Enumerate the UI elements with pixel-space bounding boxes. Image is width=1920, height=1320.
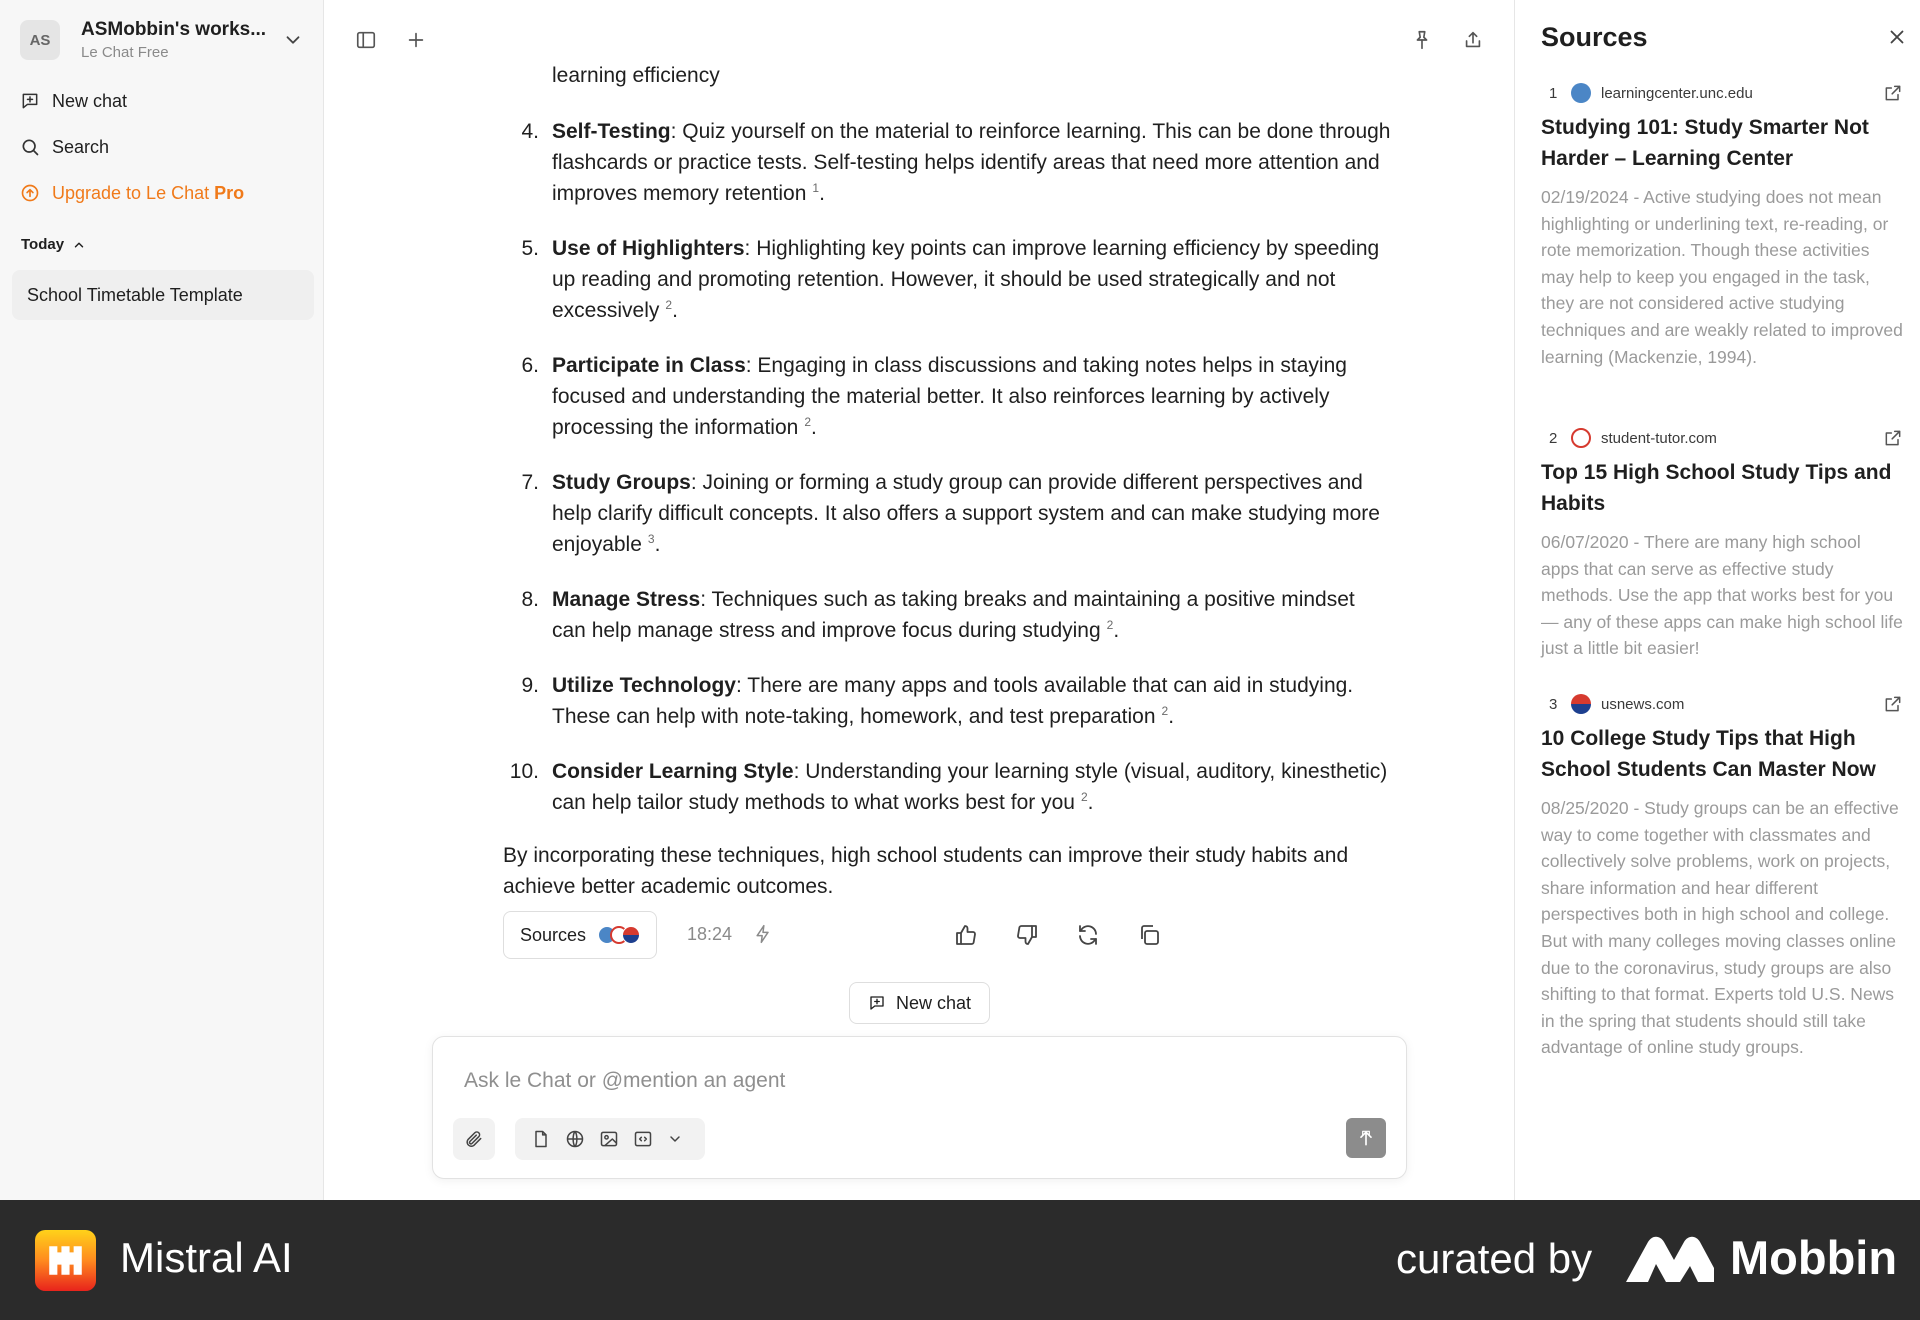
source-index: 2 — [1549, 429, 1558, 447]
new-chat-icon — [20, 91, 40, 111]
upgrade-arrow-icon — [20, 183, 40, 203]
pin-button[interactable] — [1406, 24, 1438, 56]
source-favicon-icon — [1571, 83, 1591, 103]
message-actions — [503, 911, 1393, 959]
globe-icon[interactable] — [565, 1129, 585, 1149]
assistant-message — [503, 50, 1393, 910]
source-favicon-icon — [1571, 428, 1591, 448]
message-timestamp: 18:24 — [687, 924, 733, 944]
lightning-icon — [753, 924, 773, 944]
curated-by-text: curated by — [1396, 1235, 1593, 1282]
citation-marker[interactable]: 2 — [665, 298, 673, 312]
citation-marker[interactable]: 3 — [647, 532, 655, 546]
pin-icon — [1411, 29, 1433, 51]
source-card[interactable] — [1541, 425, 1903, 662]
send-button[interactable] — [1346, 1118, 1386, 1158]
new-chat-nav-item[interactable] — [20, 86, 127, 116]
clipped-text-line: learning efficiency — [552, 64, 720, 87]
composer-input[interactable]: Ask le Chat or @mention an agent — [464, 1069, 786, 1092]
attribution-banner — [0, 1200, 1920, 1320]
list-item: 8. Manage Stress: Techniques such as taking breaks and maintaining a positive mindset can help manage stress and improve focus during studying $^2$. — [521, 588, 1355, 642]
sources-button[interactable] — [503, 911, 657, 959]
source-snippet: 02/19/2024 - Active studying does not mean highlighting or underlining text, re-reading, or rote memorization. Though these activities may help to keep you engaged in the task, they are not considered active studying techniques and are weakly related to improved learning (Mackenzie, 1994). — [1541, 187, 1903, 367]
toggle-sidebar-button[interactable] — [350, 24, 382, 56]
upgrade-nav-item[interactable] — [20, 178, 244, 208]
new-chat-label: New chat — [52, 90, 128, 111]
citation-marker[interactable]: 2 — [1106, 618, 1114, 632]
thumbs-down-icon[interactable] — [1015, 923, 1039, 947]
workspace-name: ASMobbin's works... — [81, 19, 267, 40]
source-domain: student-tutor.com — [1601, 429, 1717, 447]
sidebar-panel-icon — [355, 29, 377, 51]
code-canvas-icon[interactable] — [633, 1129, 653, 1149]
workspace-plan: Le Chat Free — [81, 44, 169, 61]
list-item: 9. Utilize Technology: There are many apps and tools available that can aid in studying. These can help with note-taking, homework, and test preparation $^2$. — [521, 674, 1354, 728]
today-label: Today — [21, 236, 65, 253]
message-composer[interactable] — [432, 1036, 1407, 1179]
sources-panel-title: Sources — [1541, 22, 1648, 52]
source-domain: learningcenter.unc.edu — [1601, 84, 1753, 102]
citation-marker[interactable]: 1 — [812, 181, 820, 195]
paperclip-icon — [464, 1129, 484, 1149]
new-chat-button-label: New chat — [895, 992, 972, 1013]
external-link-icon[interactable] — [1883, 694, 1903, 714]
document-icon[interactable] — [531, 1129, 551, 1149]
share-icon — [1462, 29, 1484, 51]
avatar: AS — [20, 20, 60, 60]
external-link-icon[interactable] — [1883, 428, 1903, 448]
history-item[interactable] — [12, 270, 314, 320]
new-chat-plus-button[interactable] — [400, 24, 432, 56]
list-item: 4. Self-Testing: Quiz yourself on the material to reinforce learning. This can be done through flashcards or practice tests. Self-testing helps identify areas that need more attention and improves memory retention $^1$. — [521, 120, 1391, 205]
list-item: 5. Use of Highlighters: Highlighting key points can improve learning efficiency by speeding up reading and promoting retention. However, it should be used strategically and not excessively $^2$. — [521, 237, 1380, 322]
copy-icon[interactable] — [1137, 923, 1161, 947]
source-index: 1 — [1549, 84, 1558, 102]
sources-button-label: Sources — [520, 924, 587, 945]
citation-marker[interactable]: 2 — [1080, 790, 1088, 804]
external-link-icon[interactable] — [1883, 83, 1903, 103]
mobbin-logo-icon — [1626, 1236, 1714, 1282]
attach-button[interactable] — [453, 1118, 495, 1160]
list-item: 6. Participate in Class: Engaging in class discussions and taking notes helps in staying focused and understanding the material better. It also reinforces learning by actively processing the information $^2$. — [521, 354, 1347, 439]
source-card[interactable] — [1541, 80, 1903, 370]
source-card[interactable] — [1541, 691, 1903, 1061]
source-title[interactable]: Top 15 High School Study Tips and Habits — [1541, 461, 1892, 515]
thumbs-up-icon[interactable] — [954, 923, 978, 947]
citation-marker[interactable]: 2 — [804, 415, 811, 429]
citation-marker[interactable]: 2 — [1161, 704, 1169, 718]
plus-icon — [405, 29, 427, 51]
chevron-up-icon — [72, 238, 86, 252]
conclusion-paragraph: By incorporating these techniques, high school students can improve their study habits and achieve better academic outcomes. — [503, 844, 1349, 898]
new-chat-button[interactable] — [849, 982, 990, 1024]
new-chat-icon — [868, 994, 886, 1012]
sidebar — [0, 0, 324, 1200]
source-domain: usnews.com — [1601, 695, 1685, 713]
upgrade-label: Upgrade to Le Chat Pro — [52, 182, 245, 203]
history-item-title: School Timetable Template — [27, 284, 243, 305]
send-arrow-icon — [1356, 1128, 1376, 1148]
share-button[interactable] — [1457, 24, 1489, 56]
source-title[interactable]: Studying 101: Study Smarter Not Harder – Learning Center — [1541, 116, 1869, 170]
search-icon — [20, 137, 40, 157]
today-section-toggle[interactable] — [21, 236, 86, 253]
source-index: 3 — [1549, 695, 1558, 713]
image-icon[interactable] — [599, 1129, 619, 1149]
brand-name: Mistral AI — [120, 1234, 293, 1281]
list-item: 7. Study Groups: Joining or forming a study group can provide different perspectives and help clarify difficult concepts. It also offers a support system and can make studying more enjoyable $^3$. — [521, 471, 1380, 556]
regenerate-icon[interactable] — [1076, 923, 1100, 947]
tools-group — [515, 1118, 705, 1160]
tips-list — [503, 116, 1393, 842]
chevron-down-icon[interactable] — [667, 1131, 683, 1147]
workspace-switcher[interactable] — [20, 20, 304, 60]
source-title[interactable]: 10 College Study Tips that High School Students Can Master Now — [1541, 727, 1876, 781]
list-item: 10. Consider Learning Style: Understanding your learning style (visual, auditory, kinesthetic) can help tailor study methods to what works best for you $^2$. — [509, 760, 1388, 814]
search-nav-item[interactable] — [20, 132, 109, 162]
source-snippet: 08/25/2020 - Study groups can be an effective way to come together with classmates and collectively solve problems, work on projects, share information and hear different perspectives both in high school and college. But with many colleges moving classes online due to the coronavirus, study groups are also shifting to that format. Experts told U.S. News in the spring that students should still take advantage of online study groups. — [1541, 798, 1899, 1058]
source-snippet: 06/07/2020 - There are many high school apps that can serve as effective study methods. Use the app that works best for you — any of these apps can make high school life just a little bit easier! — [1541, 532, 1903, 659]
mobbin-wordmark: Mobbin — [1730, 1231, 1898, 1284]
source-favicon-icon — [1571, 694, 1591, 714]
chevron-down-icon — [282, 29, 304, 51]
close-icon[interactable] — [1886, 26, 1908, 48]
search-label: Search — [52, 136, 110, 157]
source-favicons — [598, 926, 640, 944]
sources-panel — [1514, 0, 1920, 1200]
mistral-logo-icon — [35, 1230, 96, 1291]
